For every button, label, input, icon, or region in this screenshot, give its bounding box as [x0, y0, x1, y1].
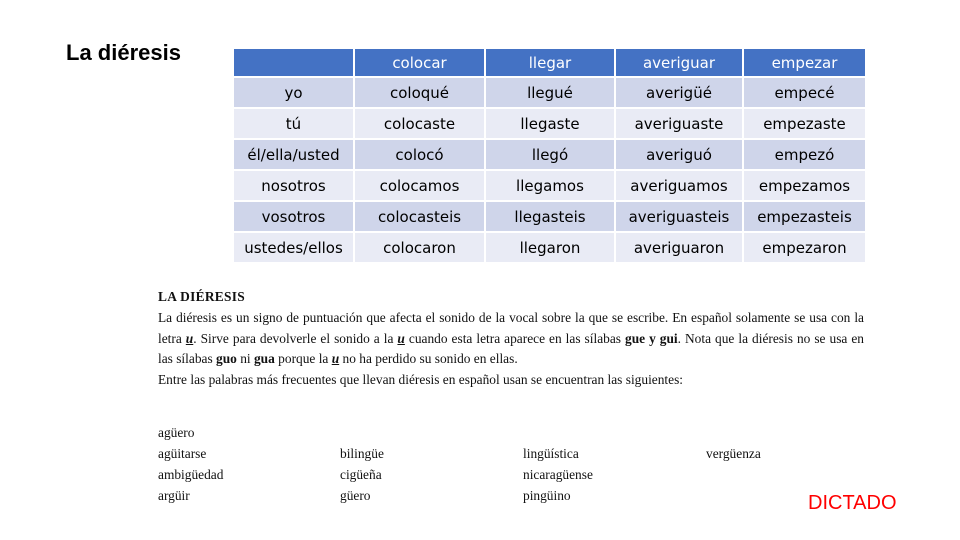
pronoun-cell: tú [234, 109, 353, 138]
pronoun-cell: vosotros [234, 202, 353, 231]
pronoun-cell: ustedes/ellos [234, 233, 353, 262]
excerpt-text: . Nota que la diéresis no se usa en las sílabas [158, 330, 864, 367]
syllable-guo: guo [216, 351, 237, 367]
pronoun-cell: yo [234, 78, 353, 107]
word-item: argüir [158, 488, 190, 503]
letter-u: u [185, 330, 194, 346]
table-cell: empezamos [744, 171, 865, 200]
letter-u: u [397, 330, 405, 346]
table-cell: empezó [744, 140, 865, 169]
word-item: ambigüedad [158, 467, 224, 482]
header-cell-empty [234, 49, 353, 76]
header-cell: empezar [744, 49, 865, 76]
dictado-label: DICTADO [808, 492, 897, 514]
word-item: agüero [158, 425, 195, 440]
word-item: bilingüe [340, 446, 384, 461]
table-cell: empezasteis [744, 202, 865, 231]
table-row [234, 140, 865, 169]
table-cell: colocaste [355, 109, 484, 138]
table-cell: empezaste [744, 109, 865, 138]
excerpt-paragraph [158, 308, 864, 370]
table-cell: averiguó [616, 140, 742, 169]
dieresis-excerpt [158, 287, 864, 391]
table-cell: empecé [744, 78, 865, 107]
table-cell: llegaste [486, 109, 614, 138]
table-cell: averiguasteis [616, 202, 742, 231]
excerpt-text: porque la [274, 351, 332, 367]
table-header-row [234, 49, 865, 76]
table-cell: llegué [486, 78, 614, 107]
excerpt-text: La diéresis es un signo de puntuación que afecta el sonido de la vocal sobre la que se escribe. En español solamente se usa con la letra [158, 309, 864, 346]
excerpt-paragraph: Entre las palabras más frecuentes que llevan diéresis en español usan se encuentran las siguientes: [158, 372, 684, 388]
table-cell: llegasteis [486, 202, 614, 231]
syllables-gue-gui: gue y gui [625, 330, 678, 346]
table-cell: colocó [355, 140, 484, 169]
table-cell: coloqué [355, 78, 484, 107]
table-row [234, 109, 865, 138]
table-cell: empezaron [744, 233, 865, 262]
excerpt-text: no ha perdido su sonido en ellas. [339, 351, 518, 367]
table-cell: averiguaste [616, 109, 742, 138]
excerpt-text: . Sirve para devolverle el sonido a la [193, 330, 398, 346]
table-row [234, 202, 865, 231]
excerpt-heading: LA DIÉRESIS [158, 289, 246, 304]
table-row [234, 171, 865, 200]
pronoun-cell: él/ella/usted [234, 140, 353, 169]
conjugation-table [232, 47, 867, 264]
table-row [234, 233, 865, 262]
syllable-gua: gua [253, 351, 275, 367]
table-cell: llegó [486, 140, 614, 169]
word-item: vergüenza [706, 446, 761, 461]
header-cell: colocar [355, 49, 484, 76]
word-item: lingüística [523, 446, 579, 461]
word-item: nicaragüense [523, 467, 593, 482]
slide-title: La diéresis [66, 40, 181, 65]
table-cell: averiguamos [616, 171, 742, 200]
table-cell: colocamos [355, 171, 484, 200]
table-cell: averiguaron [616, 233, 742, 262]
excerpt-text: ni [236, 351, 254, 367]
table-cell: colocasteis [355, 202, 484, 231]
excerpt-text: cuando esta letra aparece en las sílabas [404, 330, 625, 346]
header-cell: averiguar [616, 49, 742, 76]
table-row [234, 78, 865, 107]
word-item: pingüino [523, 488, 571, 503]
table-cell: colocaron [355, 233, 484, 262]
table-cell: averigüé [616, 78, 742, 107]
table-cell: llegamos [486, 171, 614, 200]
word-item: cigüeña [340, 467, 382, 482]
word-item: agüitarse [158, 446, 207, 461]
word-item: güero [340, 488, 371, 503]
table-cell: llegaron [486, 233, 614, 262]
header-cell: llegar [486, 49, 614, 76]
letter-u: u [331, 351, 340, 367]
pronoun-cell: nosotros [234, 171, 353, 200]
